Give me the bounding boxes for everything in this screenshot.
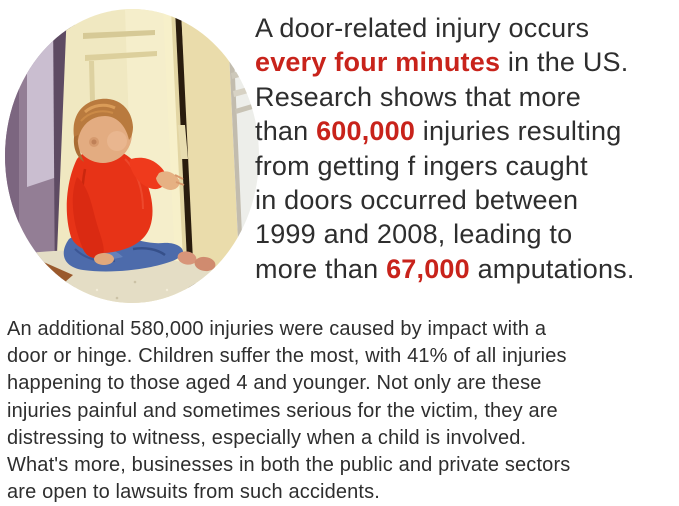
headline-line <box>255 114 679 148</box>
headline-segment: from getting f ingers caught <box>255 150 588 181</box>
body-paragraph <box>7 316 675 506</box>
body-line: injuries painful and sometimes serious for the victim, they are <box>7 399 558 422</box>
body-line: happening to those aged 4 and younger. Not only are these <box>7 372 542 395</box>
body-line: An additional 580,000 injuries were caused by impact with a <box>7 318 547 340</box>
headline-stat-67000: 67,000 <box>386 253 470 284</box>
body-line: door or hinge. Children suffer the most, with 41% of all injuries <box>7 345 567 368</box>
headline-segment: in the US. <box>500 47 629 78</box>
toddler-door-photo <box>5 9 259 303</box>
headline-segment: than <box>255 116 317 147</box>
toddler-door-illustration <box>5 9 259 303</box>
headline-stat-600000: 600,000 <box>316 116 416 147</box>
headline-segment: Research shows that more <box>255 81 581 112</box>
headline-segment: A door-related injury occurs <box>255 13 590 43</box>
body-line: What's more, businesses in both the public and private sectors <box>7 454 571 477</box>
body-line: distressing to witness, especially when a child is involved. <box>7 426 527 449</box>
body-line: are open to lawsuits from such accidents. <box>7 481 380 504</box>
headline-line <box>255 45 679 79</box>
headline-segment: 1999 and 2008, leading to <box>255 219 573 250</box>
headline-line <box>255 217 679 251</box>
headline-line <box>255 252 679 286</box>
headline-segment: more than <box>255 253 387 284</box>
headline-line <box>255 80 679 114</box>
headline-segment: amputations. <box>469 253 635 284</box>
headline-line <box>255 149 679 183</box>
headline-line <box>255 183 679 217</box>
headline-segment: in doors occurred between <box>255 185 579 216</box>
headline-line <box>255 11 679 45</box>
headline-text <box>255 11 679 286</box>
headline-stat-every-four-minutes: every four minutes <box>255 47 501 78</box>
headline-segment: injuries resulting <box>415 116 622 147</box>
